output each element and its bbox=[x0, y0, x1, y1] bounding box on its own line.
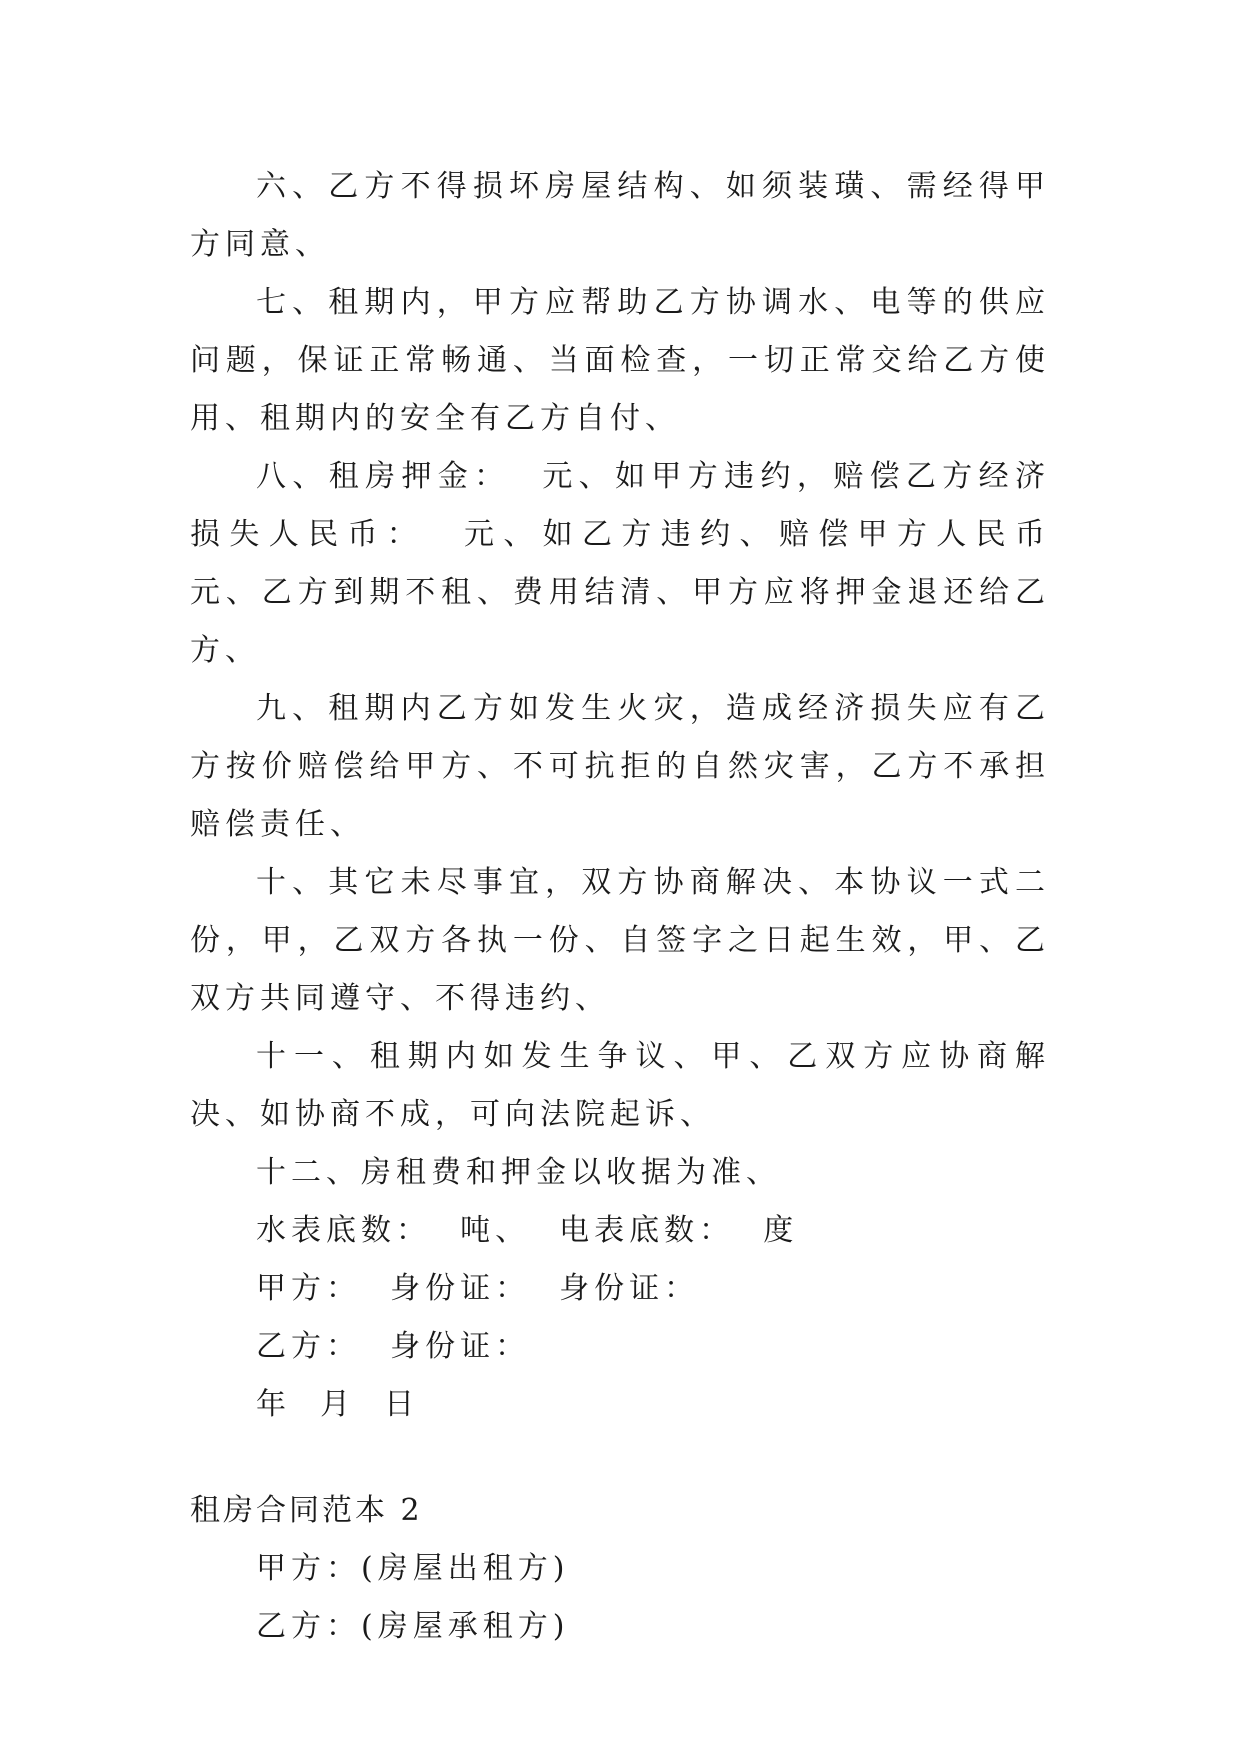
signing-date: 年 月 日 bbox=[256, 1387, 420, 1422]
meter-readings: 水表底数： 吨、 电表底数： 度 bbox=[256, 1213, 799, 1248]
party-b-line: 乙方：(房屋承租方) bbox=[256, 1609, 570, 1644]
party-a-signature: 甲方： 身份证： 身份证： bbox=[256, 1271, 700, 1306]
clause-8: 八、租房押金： 元、如甲方违约，赔偿乙方经济损失人民币： 元、如乙方违约、赔偿甲方人民币 元、乙方到期不租、费用结清、甲方应将押金退还给乙方、 bbox=[190, 459, 1080, 668]
clause-7: 七、租期内，甲方应帮助乙方协调水、电等的供应问题，保证正常畅通、当面检查，一切正常交给乙方使用、租期内的安全有乙方自付、 bbox=[190, 285, 1050, 436]
section-title: 租房合同范本 2 bbox=[190, 1493, 423, 1528]
party-a-line: 甲方：(房屋出租方) bbox=[256, 1551, 570, 1586]
section-spacer bbox=[190, 1434, 1050, 1482]
document-page bbox=[190, 158, 1080, 1656]
party-b-signature: 乙方： 身份证： bbox=[256, 1329, 531, 1364]
clause-6: 六、乙方不得损坏房屋结构、如须装璜、需经得甲方同意、 bbox=[190, 169, 1050, 262]
clause-12: 十二、房租费和押金以收据为准、 bbox=[256, 1155, 781, 1190]
clause-11: 十一、租期内如发生争议、甲、乙双方应协商解决、如协商不成，可向法院起诉、 bbox=[190, 1039, 1050, 1132]
clause-10: 十、其它未尽事宜，双方协商解决、本协议一式二份，甲，乙双方各执一份、自签字之日起生效，甲、乙双方共同遵守、不得违约、 bbox=[190, 865, 1050, 1016]
clause-9: 九、租期内乙方如发生火灾，造成经济损失应有乙方按价赔偿给甲方、不可抗拒的自然灾害，乙方不承担赔偿责任、 bbox=[190, 691, 1050, 842]
